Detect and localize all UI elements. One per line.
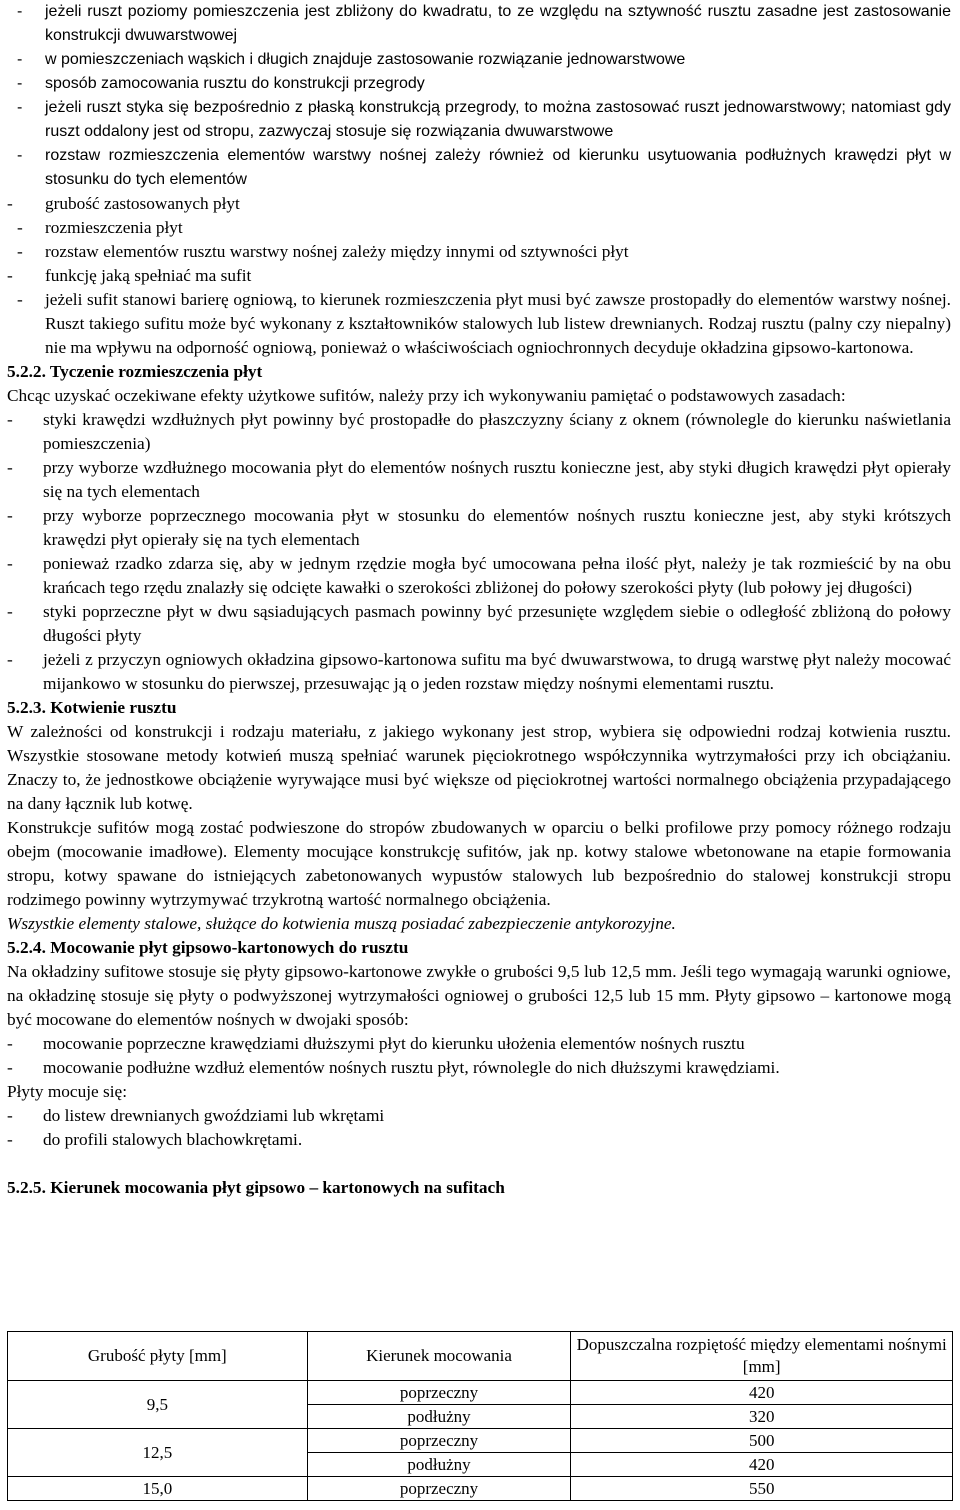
section-heading-5-2-4: 5.2.4. Mocowanie płyt gipsowo-kartonowych do rusztu (7, 938, 409, 957)
list-item-text: mocowanie podłużne wzdłuż elementów nośnych rusztu płyt, równolegle do nich dłuższymi krawędziami. (43, 1058, 780, 1077)
list-bullet-dash: - (17, 75, 23, 92)
list-bullet-dash: - (17, 99, 23, 116)
list-item-text: do listew drewnianych gwoździami lub wkrętami (43, 1106, 385, 1125)
list-item (7, 456, 951, 504)
list-item-text: jeżeli sufit stanowi barierę ogniową, to kierunek rozmieszczenia płyt musi być zawsze prostopadły do elementów warstwy nośnej. Ruszt takiego sufitu może być wykonany z kształtowników stalowych lub listew drewnianych. Rodzaj rusztu (palny czy niepalny) nie ma wpływu na odporność ogniową, ponieważ o właściwościach ogniochronnych decyduje okładzina gipsowo-kartonowa. (45, 290, 951, 357)
list-item (7, 96, 951, 144)
cell-span: 320 (571, 1405, 953, 1429)
list-item (7, 216, 951, 240)
list-item-text: rozstaw elementów rusztu warstwy nośnej zależy między innymi od sztywności płyt (45, 242, 629, 261)
table-row (8, 1381, 953, 1405)
list-item (7, 648, 951, 696)
list-item (7, 1104, 951, 1128)
document-page (7, 0, 951, 1498)
list-bullet-dash: - (7, 602, 13, 621)
list-item (7, 0, 951, 48)
list-bullet-dash: - (7, 1058, 13, 1077)
cell-direction: poprzeczny (307, 1429, 571, 1453)
mounting-direction-table (7, 1331, 953, 1501)
section-5-2-3-paragraph-1: W zależności od konstrukcji i rodzaju materiału, z jakiego wykonany jest strop, wybiera się odpowiedni rodzaj kotwienia rusztu. Wszystkie stosowane metody kotwień muszą spełniać warunek pięciokrotnego współczynnika wytrzymałości przy ich obciążaniu. Znaczy to, że jednostkowe obciążenie wyrywające musi być większe od pięciokrotnej wartości normalnego obciążenia przypadającego na dany łącznik lub kotwę. (7, 722, 951, 813)
list-item (7, 288, 951, 360)
list-bullet-dash: - (17, 3, 23, 20)
list-item (7, 600, 951, 648)
section-5-2-2-list (7, 408, 951, 696)
list-bullet-dash: - (7, 410, 13, 429)
list-bullet-dash: - (17, 51, 23, 68)
list-item (7, 144, 951, 192)
list-item (7, 264, 951, 288)
section-5-2-4-list-2 (7, 1104, 951, 1152)
cell-span: 420 (571, 1453, 953, 1477)
section-heading-5-2-3: 5.2.3. Kotwienie rusztu (7, 698, 177, 717)
cell-span: 420 (571, 1381, 953, 1405)
list-item-text: funkcję jaką spełniać ma sufit (45, 266, 252, 285)
section-5-2-2-intro: Chcąc uzyskać oczekiwane efekty użytkowe sufitów, należy przy ich wykonywaniu pamiętać o podstawowych zasadach: (7, 386, 846, 405)
list-item (7, 1128, 951, 1152)
blank-line (7, 1152, 951, 1176)
list-bullet-dash: - (17, 218, 23, 237)
list-item-text: mocowanie poprzeczne krawędziami dłuższymi płyt do kierunku ułożenia elementów nośnych rusztu (43, 1034, 745, 1053)
section-heading-5-2-5: 5.2.5. Kierunek mocowania płyt gipsowo – kartonowych na sufitach (7, 1178, 505, 1197)
section-5-2-4-list (7, 1032, 951, 1080)
cell-span: 500 (571, 1429, 953, 1453)
section-5-2-4-paragraph-2: Płyty mocuje się: (7, 1082, 127, 1101)
section-5-2-4-paragraph-1: Na okładziny sufitowe stosuje się płyty gipsowo-kartonowe zwykłe o grubości 9,5 lub 12,5 mm. Jeśli tego wymagają warunki ogniowe, na okładzinę stosuje się płyty o podwyższonej wytrzymałości ogniowej o grubości 12,5 lub 15 mm. Płyty gipsowo – kartonowe mogą być mocowane do elementów nośnych w dwojaki sposób: (7, 962, 951, 1029)
list-bullet-dash: - (7, 194, 13, 213)
cell-thickness: 15,0 (8, 1477, 308, 1501)
list-item (7, 408, 951, 456)
list-item (7, 240, 951, 264)
list-item-text: rozstaw rozmieszczenia elementów warstwy nośnej zależy również od kierunku usytuowania podłużnych krawędzi płyt w stosunku do tych elementów (45, 147, 951, 188)
serif-list-1 (7, 192, 951, 360)
list-item-text: rozmieszczenia płyt (45, 218, 183, 237)
list-item-text: jeżeli ruszt poziomy pomieszczenia jest zbliżony do kwadratu, to ze względu na sztywność rusztu zasadne jest zastosowanie konstrukcji dwuwarstwowej (45, 3, 951, 44)
list-item-text: przy wyborze poprzecznego mocowania płyt w stosunku do elementów nośnych rusztu konieczne jest, aby styki krótszych krawędzi płyt opierały się na tych elementach (43, 506, 951, 549)
list-item-text: jeżeli ruszt styka się bezpośrednio z płaską konstrukcją przegrody, to można zastosować ruszt jednowarstwowy; natomiast gdy ruszt oddalony jest od stropu, zazwyczaj stosuje się rozwiązania dwuwarstwowe (45, 99, 951, 140)
list-bullet-dash: - (7, 650, 13, 669)
list-bullet-dash: - (17, 290, 23, 309)
section-heading-5-2-2: 5.2.2. Tyczenie rozmieszczenia płyt (7, 362, 263, 381)
list-bullet-dash: - (7, 554, 13, 573)
list-bullet-dash: - (7, 266, 13, 285)
header-thickness: Grubość płyty [mm] (8, 1332, 308, 1381)
list-bullet-dash: - (7, 1034, 13, 1053)
list-item-text: styki poprzeczne płyt w dwu sąsiadujących pasmach powinny być przesunięte względem siebie o odległość zbliżoną do połowy długości płyty (43, 602, 951, 645)
list-item-text: jeżeli z przyczyn ogniowych okładzina gipsowo-kartonowa sufitu ma być dwuwarstwowa, to drugą warstwę płyt należy mocować mijankowo w stosunku do pierwszej, przesuwając ją o jeden rozstaw między nośnymi elementami rusztu. (43, 650, 951, 693)
list-item (7, 552, 951, 600)
cell-span: 550 (571, 1477, 953, 1501)
list-bullet-dash: - (7, 506, 13, 525)
cell-thickness: 12,5 (8, 1429, 308, 1477)
sans-list (7, 0, 951, 192)
list-bullet-dash: - (17, 242, 23, 261)
list-item-text: przy wyborze wzdłużnego mocowania płyt do elementów nośnych rusztu konieczne jest, aby styki długich krawędzi płyt opierały się na tych elementach (43, 458, 951, 501)
list-bullet-dash: - (7, 1106, 13, 1125)
cell-direction: poprzeczny (307, 1381, 571, 1405)
list-item-text: grubość zastosowanych płyt (45, 194, 240, 213)
list-item (7, 72, 951, 96)
list-item-text: ponieważ rzadko zdarza się, aby w jednym rzędzie mogła być umocowana pełna ilość płyt, należy je tak rozmieścić by na obu krańcach tego rzędu znalazły się odcięte kawałki o szerokości zbliżonej do połowy szerokości płyty (lub połowy jej długości) (43, 554, 951, 597)
cell-direction: podłużny (307, 1405, 571, 1429)
list-item-text: sposób zamocowania rusztu do konstrukcji przegrody (45, 75, 425, 92)
list-bullet-dash: - (7, 1130, 13, 1149)
table-header-row (8, 1332, 953, 1381)
cell-direction: poprzeczny (307, 1477, 571, 1501)
list-item-text: w pomieszczeniach wąskich i długich znajduje zastosowanie rozwiązanie jednowarstwowe (45, 51, 686, 68)
cell-thickness: 9,5 (8, 1381, 308, 1429)
cell-direction: podłużny (307, 1453, 571, 1477)
header-direction: Kierunek mocowania (307, 1332, 571, 1381)
table-row (8, 1429, 953, 1453)
list-item-text: styki krawędzi wzdłużnych płyt powinny być prostopadłe do płaszczyzny ściany z oknem (równolegle do kierunku naświetlania pomieszczenia) (43, 410, 951, 453)
list-item (7, 48, 951, 72)
list-item (7, 1056, 951, 1080)
list-item (7, 504, 951, 552)
header-span: Dopuszczalna rozpiętość między elementami nośnymi [mm] (571, 1332, 953, 1381)
list-item-text: do profili stalowych blachowkrętami. (43, 1130, 303, 1149)
table-row (8, 1477, 953, 1501)
list-bullet-dash: - (7, 458, 13, 477)
list-item (7, 192, 951, 216)
section-5-2-3-paragraph-2: Konstrukcje sufitów mogą zostać podwieszone do stropów zbudowanych w oparciu o belki profilowe przy pomocy różnego rodzaju obejm (mocowanie imadłowe). Elementy mocujące konstrukcję sufitów, jak np. kotwy stalowe wbetonowane na etapie formowania stropu, kotwy spawane do istniejących zabetonowanych wypustów stalowych lub bezpośrednio do stalowej konstrukcji stropu rodzimego powinny wytrzymywać trzykrotną wartość normalnego obciążenia. (7, 818, 951, 909)
section-5-2-3-italic-note: Wszystkie elementy stalowe, służące do kotwienia muszą posiadać zabezpieczenie antykorozyjne. (7, 914, 676, 933)
list-bullet-dash: - (17, 147, 23, 164)
list-item (7, 1032, 951, 1056)
